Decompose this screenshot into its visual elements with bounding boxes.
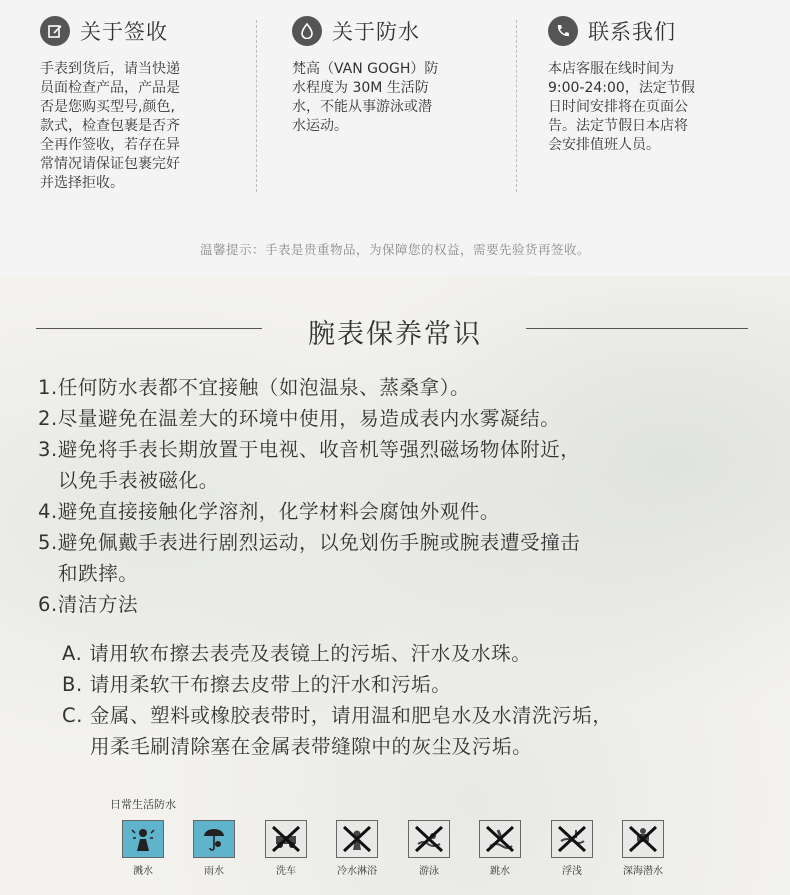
list-item: 5.避免佩戴手表进行剧烈运动，以免划伤手腕或腕表遭受撞击 — [38, 531, 581, 554]
snorkel-icon — [551, 820, 593, 858]
list-item: B. 请用柔软干布擦去皮带上的汗水和污垢。 — [62, 673, 452, 696]
cleaning-list — [62, 638, 762, 762]
notice-signing — [40, 14, 240, 193]
shower-icon — [336, 820, 378, 858]
waterproof-title: 日常生活防水 — [110, 798, 176, 811]
swim-icon — [408, 820, 450, 858]
edit-icon — [40, 16, 70, 46]
care-section — [0, 276, 790, 895]
notice-panel — [0, 0, 790, 276]
title-rule-right — [526, 328, 748, 329]
scuba-icon — [622, 820, 664, 858]
list-item: 4.避免直接接触化学溶剂，化学材料会腐蚀外观件。 — [38, 500, 501, 523]
divider — [256, 20, 257, 192]
list-item-continuation: 用柔毛刷清除塞在金属表带缝隙中的灰尘及污垢。 — [90, 735, 533, 758]
waterproof-item: 溅水 — [113, 820, 173, 877]
list-item: 3.避免将手表长期放置于电视、收音机等强烈磁场物体附近， — [38, 438, 581, 461]
waterproof-item: 浮浅 — [542, 820, 602, 877]
notice-title: 关于签收 — [80, 20, 168, 44]
waterproof-item: 游泳 — [399, 820, 459, 877]
waterproof-item: 深海潜水 — [613, 820, 673, 877]
list-item-continuation: 以免手表被磁化。 — [58, 469, 219, 492]
rain-icon — [193, 820, 235, 858]
list-item: 1.任何防水表都不宜接触（如泡温泉、蒸桑拿）。 — [38, 376, 471, 399]
waterproof-icons — [0, 820, 790, 880]
phone-icon — [548, 16, 578, 46]
list-item: 6.清洁方法 — [38, 593, 139, 616]
care-list — [38, 372, 768, 620]
list-item: C. 金属、塑料或橡胶表带时，请用温和肥皂水及水清洗污垢， — [62, 704, 613, 727]
waterproof-item: 雨水 — [184, 820, 244, 877]
list-item: A. 请用软布擦去表壳及表镜上的污垢、汗水及水珠。 — [62, 642, 532, 665]
section-title: 腕表保养常识 — [308, 319, 482, 350]
notice-contact — [548, 14, 748, 155]
list-item-continuation: 和跌摔。 — [58, 562, 139, 585]
waterproof-item: 洗车 — [256, 820, 316, 877]
dive-icon — [479, 820, 521, 858]
water-drop-icon — [292, 16, 322, 46]
warm-tip: 温馨提示：手表是贵重物品，为保障您的权益，需要先验货再签收。 — [199, 242, 590, 257]
divider — [516, 20, 517, 192]
notice-title: 关于防水 — [332, 20, 420, 44]
notice-body: 梵高（VAN GOGH）防 水程度为 30M 生活防 水，不能从事游泳或潜 水运动。 — [292, 61, 439, 134]
notice-title: 联系我们 — [588, 20, 676, 44]
car-wash-icon — [265, 820, 307, 858]
splash-icon — [122, 820, 164, 858]
notice-body: 手表到货后，请当快递 员面检查产品，产品是 否是您购买型号,颜色, 款式，检查包裹是否齐 全再作签收，若存在异 常情况请保证包裹完好 并选择拒收。 — [40, 61, 180, 191]
waterproof-item: 跳水 — [470, 820, 530, 877]
waterproof-item: 冷水淋浴 — [327, 820, 387, 877]
list-item: 2.尽量避免在温差大的环境中使用，易造成表内水雾凝结。 — [38, 407, 561, 430]
notice-waterproof — [292, 14, 492, 136]
notice-body: 本店客服在线时间为 9:00-24:00，法定节假 日时间安排将在页面公 告。法定节假日本店将 会安排值班人员。 — [548, 61, 695, 153]
